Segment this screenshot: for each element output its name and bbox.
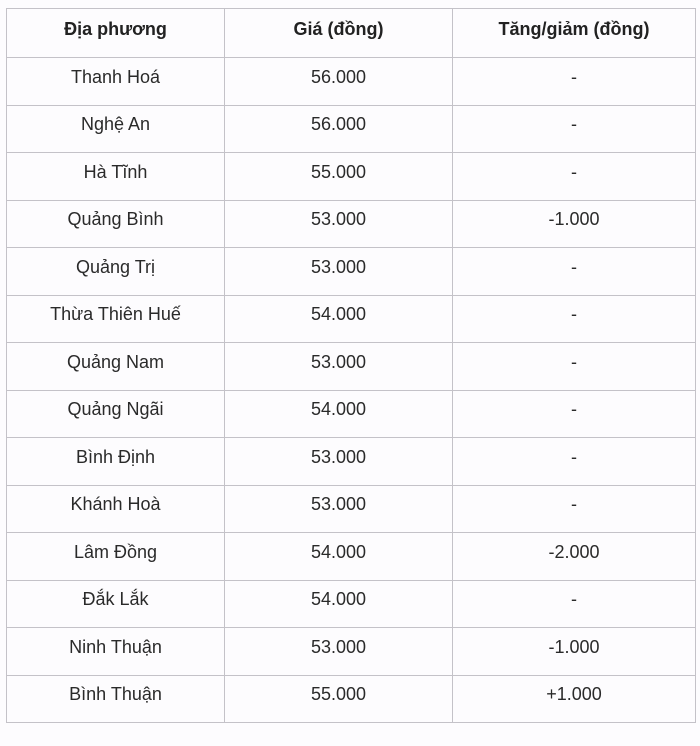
table-row [7, 105, 696, 153]
table-row [7, 675, 696, 723]
table-row [7, 248, 696, 296]
table-header-row [7, 9, 696, 58]
price-cell: 53.000 [225, 200, 453, 248]
table-row [7, 485, 696, 533]
region-cell: Quảng Trị [7, 248, 225, 296]
table-row [7, 153, 696, 201]
table-row [7, 580, 696, 628]
table-row [7, 58, 696, 106]
change-cell: - [453, 438, 696, 486]
header-change: Tăng/giảm (đồng) [453, 9, 696, 58]
region-cell: Hà Tĩnh [7, 153, 225, 201]
price-cell: 54.000 [225, 295, 453, 343]
change-cell: - [453, 105, 696, 153]
price-cell: 56.000 [225, 105, 453, 153]
region-cell: Bình Định [7, 438, 225, 486]
price-cell: 53.000 [225, 485, 453, 533]
change-cell: -1.000 [453, 628, 696, 676]
price-cell: 54.000 [225, 390, 453, 438]
price-cell: 54.000 [225, 533, 453, 581]
change-cell: - [453, 580, 696, 628]
change-cell: - [453, 153, 696, 201]
table-row [7, 343, 696, 391]
region-cell: Thanh Hoá [7, 58, 225, 106]
change-cell: - [453, 248, 696, 296]
price-cell: 55.000 [225, 153, 453, 201]
price-cell: 53.000 [225, 343, 453, 391]
table-row [7, 200, 696, 248]
change-cell: -2.000 [453, 533, 696, 581]
table-row [7, 295, 696, 343]
table-row [7, 438, 696, 486]
header-price: Giá (đồng) [225, 9, 453, 58]
table-row [7, 390, 696, 438]
header-region: Địa phương [7, 9, 225, 58]
price-cell: 56.000 [225, 58, 453, 106]
price-cell: 55.000 [225, 675, 453, 723]
region-cell: Đắk Lắk [7, 580, 225, 628]
price-cell: 53.000 [225, 248, 453, 296]
region-cell: Bình Thuận [7, 675, 225, 723]
region-cell: Quảng Bình [7, 200, 225, 248]
change-cell: - [453, 295, 696, 343]
change-cell: - [453, 58, 696, 106]
region-cell: Ninh Thuận [7, 628, 225, 676]
table-row [7, 628, 696, 676]
region-cell: Quảng Ngãi [7, 390, 225, 438]
change-cell: - [453, 390, 696, 438]
region-cell: Quảng Nam [7, 343, 225, 391]
region-cell: Nghệ An [7, 105, 225, 153]
region-cell: Thừa Thiên Huế [7, 295, 225, 343]
region-cell: Lâm Đồng [7, 533, 225, 581]
change-cell: -1.000 [453, 200, 696, 248]
change-cell: - [453, 485, 696, 533]
table-row [7, 533, 696, 581]
change-cell: - [453, 343, 696, 391]
change-cell: +1.000 [453, 675, 696, 723]
price-cell: 53.000 [225, 628, 453, 676]
region-cell: Khánh Hoà [7, 485, 225, 533]
price-cell: 53.000 [225, 438, 453, 486]
price-table [6, 8, 696, 723]
price-cell: 54.000 [225, 580, 453, 628]
